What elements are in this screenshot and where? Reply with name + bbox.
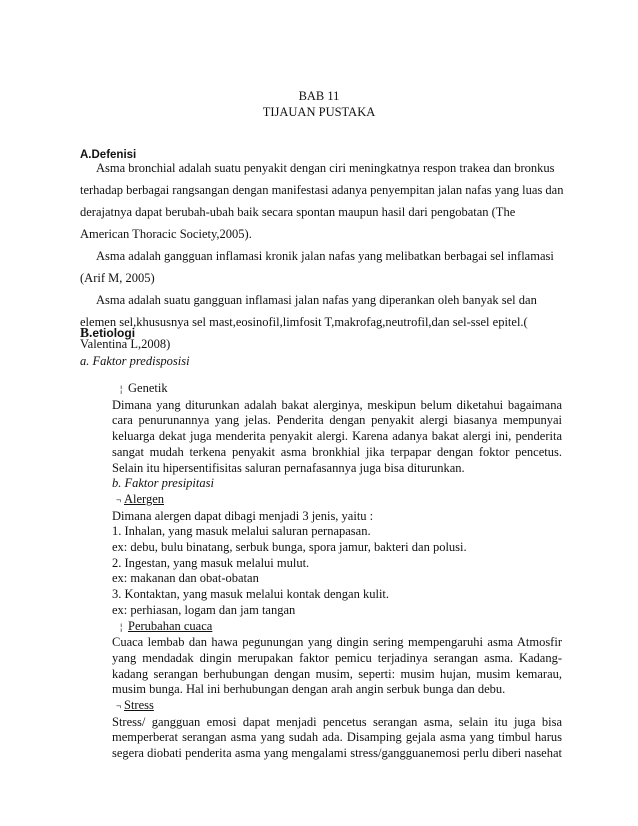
chapter-label: BAB 11 [298,89,340,103]
alergen-line: ex: makanan dan obat-obatan [112,571,259,586]
cuaca-line: Cuaca lembab dan hawa pegunungan yang dingin sering mempengaruhi asma Atmosfir [112,635,562,650]
paragraph-line: Asma adalah gangguan inflamasi kronik jalan nafas yang melibatkan berbagai sel inflamasi [96,249,554,263]
genetik-line: keluarga dekat juga menderita penyakit alergi. Karena adanya bakat alergi ini, penderita [112,429,562,444]
paragraph-line: Valentina L,2008) [80,337,171,351]
paragraph-line: (Arif M, 2005) [80,271,155,285]
section-b-title: etiologi [92,326,136,340]
chapter-title: TIJAUAN PUSTAKA [262,105,376,119]
stress-item [112,698,562,715]
cuaca-line: yang mendadak dingin merupakan faktor pemicu terjadinya serangan asma. Kadang- [112,650,562,665]
cuaca-line: kadang serangan berhubungan dengan musim, seperti: musim hujan, musim kemarau, [112,666,562,681]
alergen-line: ex: perhiasan, logam dan jam tangan [112,602,296,617]
genetik-line: sangat mudah terkena penyakit asma bronkhial jika terpapar dengan foktor pencetus. [112,444,562,459]
genetik-item [112,381,562,398]
cuaca-title: Perubahan cuaca [128,618,213,633]
paragraph-line: Asma bronchial adalah suatu penyakit dengan ciri meningkatnya respon trakea dan bronkus [96,161,555,175]
paragraph-line: derajatnya dapat berubah-ubah baik secara spontan maupun hasil dari pengobatan (The [80,205,516,219]
genetik-line: cara penurunannya yang jelas. Penderita dengan penyakit alergi biasanya mempunyai [112,413,562,428]
genetik-title: Genetik [128,381,168,395]
sub-heading-presipitasi: b. Faktor presipitasi [112,476,214,491]
alergen-line: ex: debu, bulu binatang, serbuk bunga, spora jamur, bakteri dan polusi. [112,540,467,555]
paragraph-line: elemen sel,khususnya sel mast,eosinofil,limfosit T,makrofag,neutrofil,dan sel-ssel epitel.( [80,315,528,329]
section-a-heading: A.Defenisi [80,149,137,161]
genetik-line: Selain itu hipersentifisitas saluran pernafasannya juga bisa diturunkan. [112,460,465,475]
stress-line: Stress/ gangguan emosi dapat menjadi pencetus serangan asma, selain itu juga bisa [112,714,562,729]
section-a-paragraph-2 [80,245,560,289]
section-a-paragraph-1 [80,157,564,245]
section-b-heading [80,325,135,341]
section-a-paragraph-3 [80,289,560,355]
bullet-icon: ¬ [116,701,122,712]
bullet-icon: ¬ [116,494,122,505]
cuaca-item [112,619,562,636]
genetik-block [112,381,562,762]
alergen-item [112,492,562,509]
paragraph-line: terhadap berbagai rangsangan dengan manifestasi adanya penyempitan jalan nafas yang luas dan [80,183,564,197]
alergen-line: Dimana alergen dapat dibagi menjadi 3 jenis, yaitu : [112,508,374,523]
alergen-line: 3. Kontaktan, yang masuk melalui kontak dengan kulit. [112,587,390,602]
alergen-line: 2. Ingestan, yang masuk melalui mulut. [112,555,310,570]
alergen-title: Alergen [124,491,165,506]
paragraph-line: American Thoracic Society,2005). [80,227,252,241]
sub-heading-predisposisi: a. Faktor predisposisi [80,354,190,368]
paragraph-line: Asma adalah suatu gangguan inflamasi jalan nafas yang diperankan oleh banyak sel dan [96,293,537,307]
genetik-line: Dimana yang diturunkan adalah bakat alerginya, meskipun belum diketahui bagaimana [112,397,562,412]
stress-line: segera diobati penderita asma yang mengalami stress/gangguanemosi perlu diberi nasehat [112,746,562,761]
alergen-line: 1. Inhalan, yang masuk melalui saluran pernapasan. [112,524,371,539]
cuaca-line: musim bunga. Hal ini berhubungan dengan arah angin serbuk bunga dan debu. [112,682,506,697]
bullet-icon: ¦ [120,384,123,394]
stress-title: Stress [124,698,154,713]
bullet-icon: ¦ [120,621,123,632]
section-b-letter: B. [80,325,93,340]
stress-line: memperberat serangan asma yang sudah ada. Disamping gejala asma yang timbul harus [112,730,562,745]
